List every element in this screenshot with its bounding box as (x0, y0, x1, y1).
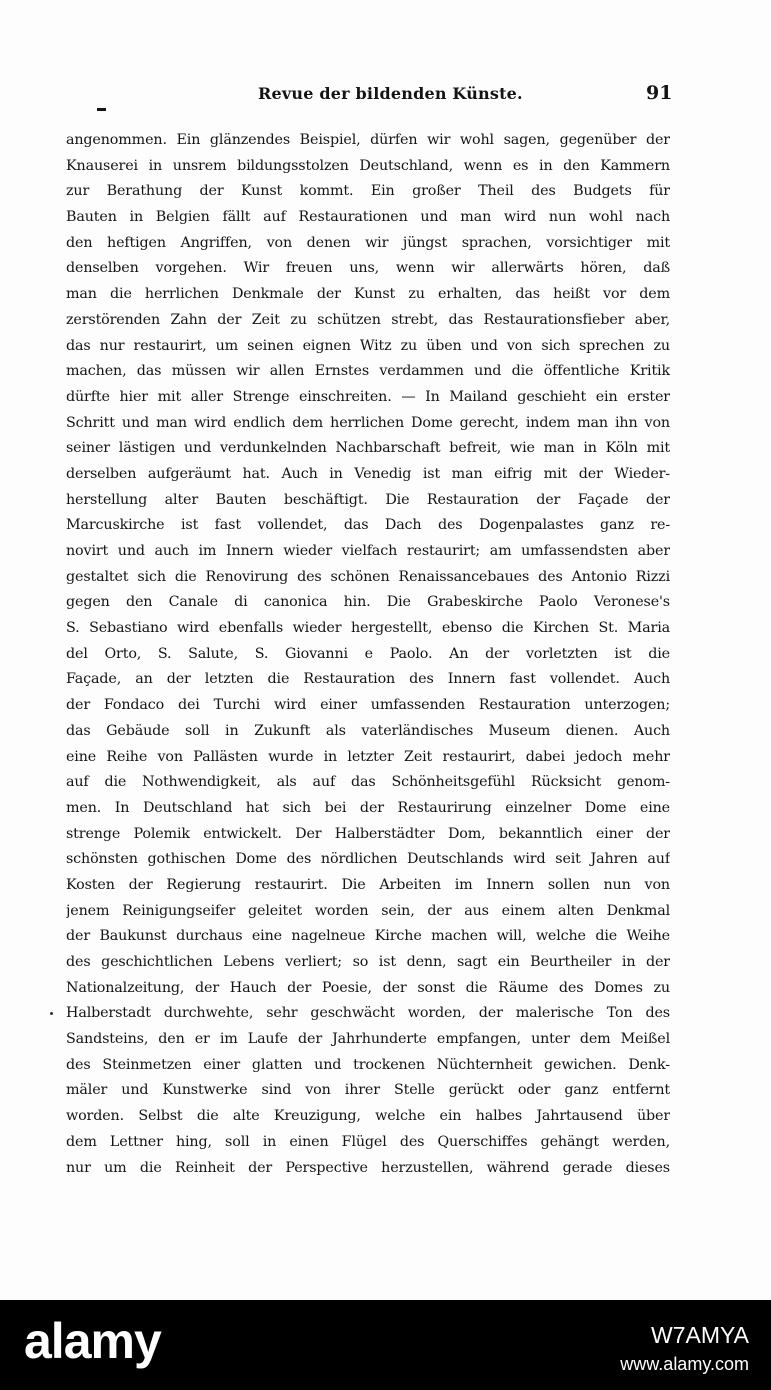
watermark-banner (0, 1300, 771, 1390)
text-line: das Gebäude soll in Zukunft als vaterländisches Museum dienen. Auch (66, 722, 670, 739)
text-line: mäler und Kunstwerke sind von ihrer Stelle gerückt oder ganz entfernt (66, 1082, 670, 1099)
text-line: herstellung alter Bauten beschäftigt. Die Restauration der Façade der (66, 491, 670, 508)
text-line: das nur restaurirt, um seinen eignen Witz zu üben und von sich sprechen zu (66, 337, 670, 354)
text-line: zerstörenden Zahn der Zeit zu schützen strebt, das Restaurationsfieber aber, (66, 311, 670, 328)
text-line: dem Lettner hing, soll in einen Flügel des Querschiffes gehängt werden, (66, 1133, 670, 1150)
print-dash-mark (97, 108, 106, 111)
text-line: novirt und auch im Innern wieder vielfach restaurirt; am umfassendsten aber (66, 543, 670, 559)
text-line: dürfte hier mit aller Strenge einschreiten. — In Mailand geschieht ein erster (66, 388, 670, 405)
text-line: Knauserei in unsrem bildungsstolzen Deutschland, wenn es in den Kammern (66, 157, 670, 174)
text-line: S. Sebastiano wird ebenfalls wieder hergestellt, ebenso die Kirchen St. Maria (66, 620, 670, 637)
running-head (0, 84, 771, 110)
text-line: denselben vorgehen. Wir freuen uns, wenn wir allerwärts hören, daß (66, 260, 670, 277)
text-line: man die herrlichen Denkmale der Kunst zu erhalten, das heißt vor dem (66, 286, 670, 303)
text-line: Kosten der Regierung restaurirt. Die Arbeiten im Innern sollen nun von (66, 876, 670, 893)
text-line: den heftigen Angriffen, von denen wir jüngst sprachen, vorsichtiger mit (66, 234, 670, 251)
text-line: auf die Nothwendigkeit, als auf das Schönheitsgefühl Rücksicht genom- (66, 774, 670, 791)
text-line: schönsten gothischen Dome des nördlichen Deutschlands wird seit Jahren auf (66, 851, 670, 868)
text-line: nur um die Reinheit der Perspective herzustellen, während gerade dieses (66, 1159, 670, 1176)
print-dot-mark (50, 1012, 53, 1015)
page-number: 91 (646, 82, 673, 104)
text-line: Halberstadt durchwehte, sehr geschwächt worden, der malerische Ton des (66, 1005, 670, 1022)
text-line: jenem Reinigungseifer geleitet worden sein, der aus einem alten Denkmal (66, 902, 670, 919)
text-line: Sandsteins, den er im Laufe der Jahrhunderte empfangen, unter dem Meißel (66, 1031, 670, 1048)
text-line: Bauten in Belgien fällt auf Restaurationen und man wird nun wohl nach (66, 209, 670, 226)
text-line: strenge Polemik entwickelt. Der Halberstädter Dom, bekanntlich einer der (66, 825, 670, 842)
running-title: Revue der bildenden Künste. (258, 84, 523, 103)
text-line: del Orto, S. Salute, S. Giovanni e Paolo. An der vorletzten ist die (66, 645, 670, 662)
text-line: gestaltet sich die Renovirung des schönen Renaissancebaues des Antonio Rizzi (66, 568, 670, 585)
text-line: des geschichtlichen Lebens verliert; so ist denn, sagt ein Beurtheiler in der (66, 954, 670, 970)
banner-url: www.alamy.com (620, 1354, 749, 1374)
text-line: eine Reihe von Pallästen wurde in letzter Zeit restaurirt, dabei jedoch mehr (66, 748, 670, 765)
text-line: Façade, an der letzten die Restauration des Innern fast vollendet. Auch (66, 671, 670, 688)
text-line: des Steinmetzen einer glatten und trockenen Nüchternheit gewichen. Denk- (66, 1056, 670, 1073)
text-line: der Fondaco dei Turchi wird einer umfassenden Restauration unterzogen; (66, 697, 670, 714)
text-line: zur Berathung der Kunst kommt. Ein großer Theil des Budgets für (66, 183, 670, 200)
alamy-logo: alamy (24, 1313, 161, 1369)
body-text (66, 128, 670, 1181)
text-line: Nationalzeitung, der Hauch der Poesie, der sonst die Räume des Domes zu (66, 979, 670, 996)
text-line: angenommen. Ein glänzendes Beispiel, dürfen wir wohl sagen, gegenüber der (66, 132, 670, 148)
text-line: Schritt und man wird endlich dem herrlichen Dome gerecht, indem man ihn von (66, 414, 670, 431)
text-line: derselben aufgeräumt hat. Auch in Venedig ist man eifrig mit der Wieder- (66, 465, 670, 482)
text-line: worden. Selbst die alte Kreuzigung, welche ein halbes Jahrtausend über (66, 1108, 670, 1125)
text-line: machen, das müssen wir allen Ernstes verdammen und die öffentliche Kritik (66, 363, 670, 380)
image-id: W7AMYA (651, 1322, 749, 1348)
text-line: Marcuskirche ist fast vollendet, das Dach des Dogenpalastes ganz re- (66, 517, 670, 534)
text-line: seiner lästigen und verdunkelnden Nachbarschaft befreit, wie man in Köln mit (66, 440, 670, 457)
text-line: men. In Deutschland hat sich bei der Restaurirung einzelner Dome eine (66, 799, 670, 816)
text-line: gegen den Canale di canonica hin. Die Grabeskirche Paolo Veronese's (66, 594, 670, 611)
text-line: der Baukunst durchaus eine nagelneue Kirche machen will, welche die Weihe (66, 928, 670, 945)
